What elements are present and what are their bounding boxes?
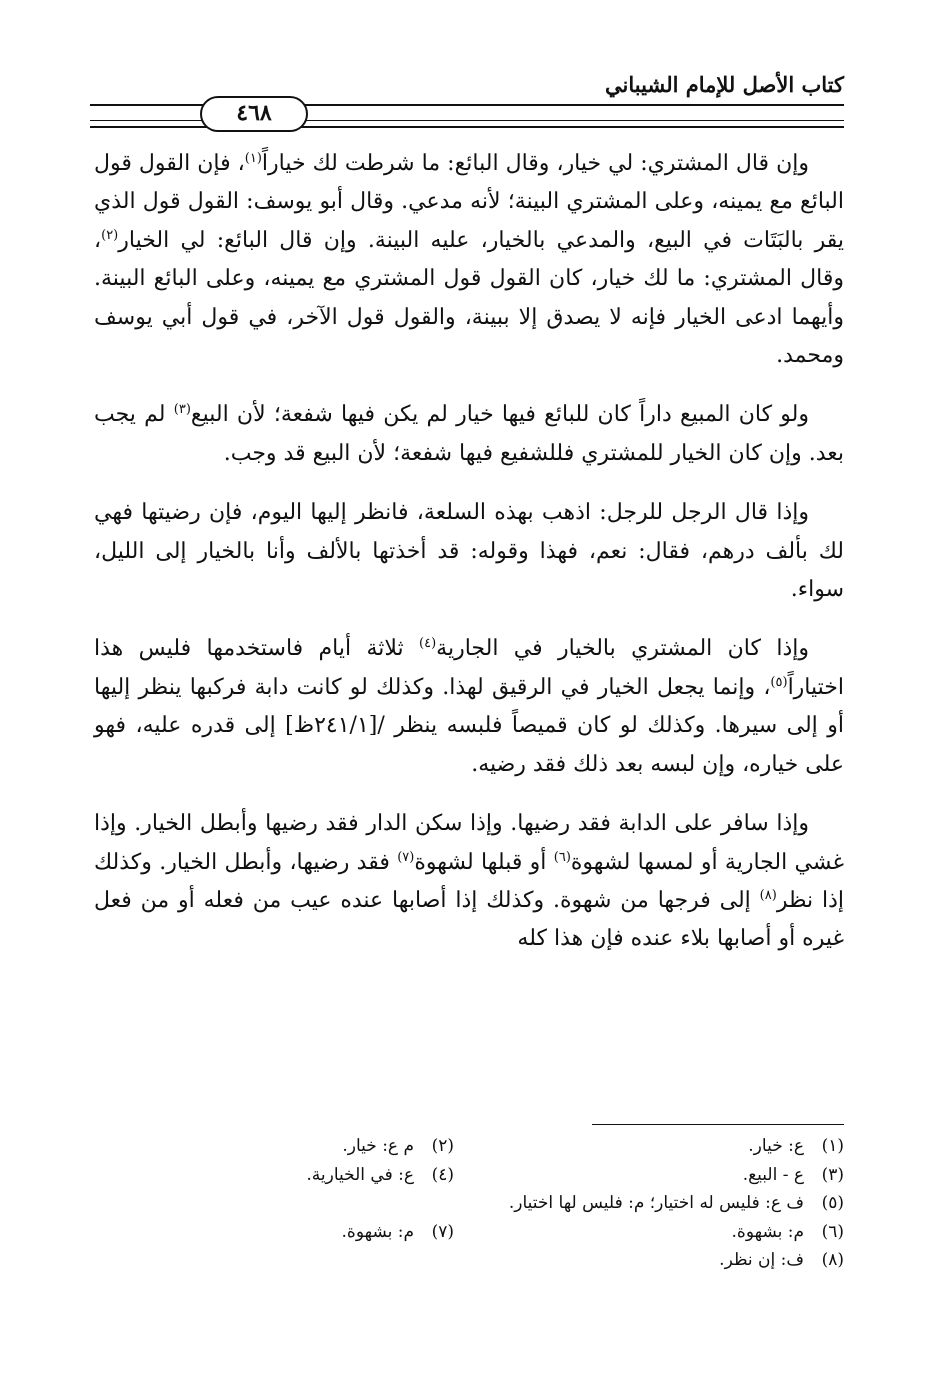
footnote <box>306 1161 454 1190</box>
footnote-number: (٣) <box>821 1164 844 1185</box>
footnote-row <box>94 1132 844 1161</box>
footnote-ref: (٦) <box>553 849 571 865</box>
text-run: لم يجب بعد. وإن كان الخيار للمشتري فللشفيع فيها شفعة؛ لأن البيع قد وجب. <box>94 402 844 466</box>
text-run: ، فإن القول قول البائع مع يمينه، وعلى المشتري البينة؛ لأنه مدعي. وقال أبو يوسف: القول قول الذي يقر بالبَتَات في البيع، والمدعي بالخيار، عليه البينة. وإن قال البائع: لي الخيار <box>94 151 844 253</box>
footnote-row <box>94 1246 844 1275</box>
footnote <box>454 1161 844 1190</box>
page-number: ٤٦٨ <box>200 96 308 132</box>
text-run: أو قبلها لشهوة <box>414 849 554 875</box>
footnote-text: ع: خيار. <box>748 1136 804 1156</box>
footnote <box>454 1246 844 1275</box>
footnote-number: (١) <box>821 1136 844 1156</box>
footnote <box>342 1218 454 1247</box>
footnote-ref: (٣) <box>173 402 191 418</box>
footnotes <box>94 1132 844 1275</box>
footnote-ref: (٧) <box>397 849 415 865</box>
footnote-ref: (٥) <box>770 674 788 690</box>
main-text <box>94 145 844 980</box>
text-run: وإذا قال الرجل للرجل: اذهب بهذه السلعة، فانظر إليها اليوم، فإن رضيتها فهي لك بألف درهم، فقال: نعم، فهذا وقوله: قد أخذتها بالألف وأنا بالخيار إلى الليل، سواء. <box>94 500 844 603</box>
text-run: ثلاثة أيام فاستخدمها فليس هذا اختياراً <box>94 636 844 700</box>
footnote <box>454 1132 844 1161</box>
footnote-ref: (٤) <box>419 636 437 652</box>
text-run: فقد رضيها، وأبطل الخيار. وكذلك إذا نظر <box>94 849 845 913</box>
footnote-number: (٥) <box>821 1193 844 1213</box>
footnote-row <box>94 1218 844 1247</box>
text-run: ، وإنما يجعل الخيار في الرقيق لهذا. وكذلك لو كانت دابة فركبها ينظر إليها أو إلى سيرها. وكذلك لو كان قميصاً فلبسه ينظر /[٢٤١/١ظ] إلى قدره عليه، فهو على خياره، وإن لبسه بعد ذلك فقد رضيه. <box>94 674 844 777</box>
page-header <box>90 60 844 140</box>
footnote-text: م: بشهوة. <box>731 1221 804 1242</box>
text-run: وإذا سافر على الدابة فقد رضيها. وإذا سكن الدار فقد رضيها وأبطل الخيار. وإذا غشي الجارية أو لمسها لشهوة <box>94 811 844 875</box>
footnote-text: ع - البيع. <box>742 1164 804 1185</box>
paragraph <box>94 145 844 375</box>
footnote-row <box>94 1161 844 1190</box>
footnote-text: م ع: خيار. <box>342 1136 414 1156</box>
footnote <box>454 1189 844 1218</box>
paragraph <box>94 494 844 609</box>
footnote-separator <box>592 1124 844 1125</box>
text-run: إلى فرجها من شهوة. وكذلك إذا أصابها عنده عيب من فعله أو من فعل غيره أو أصابها بلاء عنده فإن هذا كله <box>94 887 844 952</box>
footnote-text: م: بشهوة. <box>341 1221 414 1242</box>
header-rule <box>90 126 844 128</box>
footnote-number: (٦) <box>821 1221 844 1242</box>
footnote-number: (٨) <box>821 1250 844 1270</box>
text-run: وإذا كان المشتري بالخيار في الجارية <box>436 636 809 662</box>
footnote-number: (٢) <box>431 1136 454 1156</box>
footnote-row <box>94 1189 844 1218</box>
book-title: كتاب الأصل للإمام الشيباني <box>605 72 844 97</box>
paragraph <box>94 805 844 959</box>
paragraph <box>94 630 844 784</box>
text-run: وإن قال المشتري: لي خيار، وقال البائع: ما شرطت لك خياراً <box>261 151 809 176</box>
footnote-number: (٤) <box>431 1164 454 1185</box>
footnote-text: ع: في الخيارية. <box>306 1164 414 1185</box>
text-run: ولو كان المبيع داراً كان للبائع فيها خيار لم يكن فيها شفعة؛ لأن البيع <box>190 402 809 428</box>
footnote-text: ف: إن نظر. <box>719 1250 804 1270</box>
text-run: ، وقال المشتري: ما لك خيار، كان القول قول المشتري مع يمينه، وعلى البائع البينة. وأيهما ادعى الخيار فإنه لا يصدق إلا ببينة، والقول قول الآخر، في قول أبي يوسف ومحمد. <box>94 227 844 369</box>
footnote-number: (٧) <box>431 1221 454 1242</box>
footnote-ref: (١) <box>244 151 262 166</box>
paragraph <box>94 396 844 473</box>
footnote <box>454 1218 844 1247</box>
footnote <box>342 1132 454 1161</box>
footnote-text: ف ع: فليس له اختيار؛ م: فليس لها اختيار. <box>508 1193 804 1213</box>
footnote-ref: (٢) <box>101 227 119 243</box>
footnote-ref: (٨) <box>759 887 777 903</box>
